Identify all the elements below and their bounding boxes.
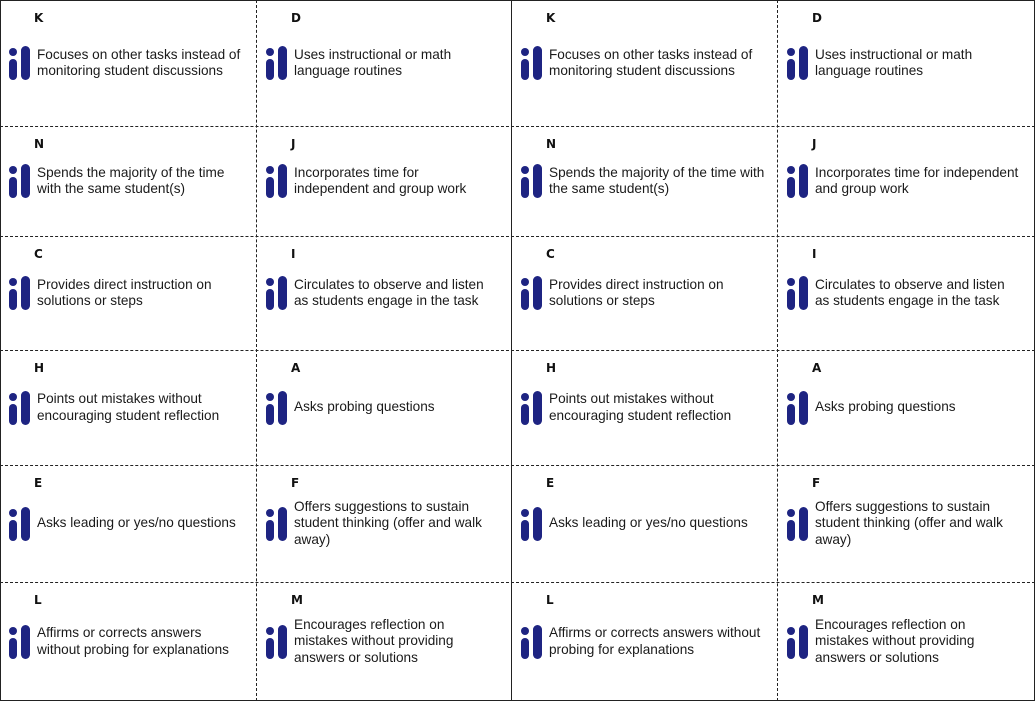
card-body — [786, 0, 1029, 126]
il-logo-icon — [520, 390, 546, 430]
il-logo-icon — [520, 275, 546, 315]
card-letter: C — [546, 247, 555, 261]
il-logo-icon — [265, 390, 291, 430]
il-logo-icon — [520, 624, 546, 664]
il-logo-icon — [265, 506, 291, 546]
card-letter: M — [812, 593, 824, 607]
card-text: Asks leading or yes/no questions — [37, 515, 236, 531]
row-divider — [0, 126, 1035, 127]
card-letter: D — [291, 11, 301, 25]
card — [778, 465, 1035, 582]
card-letter: E — [34, 476, 43, 490]
card — [778, 0, 1035, 126]
il-logo-icon — [520, 506, 546, 546]
card — [778, 236, 1035, 350]
card-body — [265, 582, 506, 701]
card — [512, 582, 778, 701]
il-logo-icon — [786, 45, 812, 85]
card-text: Circulates to observe and listen as students engage in the task — [815, 276, 1005, 308]
il-logo-icon — [520, 163, 546, 203]
card-text: Incorporates time for independent and group work — [294, 164, 467, 196]
card — [257, 350, 512, 465]
row-divider — [0, 350, 1035, 351]
card-body — [786, 350, 1029, 465]
il-logo-icon — [8, 624, 34, 664]
card-text: Affirms or corrects answers without probing for explanations — [549, 625, 761, 657]
card-text: Encourages reflection on mistakes without providing answers or solutions — [815, 616, 975, 665]
row-divider — [0, 0, 1035, 1]
row-divider — [0, 582, 1035, 583]
card-letter: F — [812, 476, 821, 490]
card-body — [8, 126, 251, 236]
il-logo-icon — [8, 390, 34, 430]
card — [0, 0, 257, 126]
card-body — [786, 582, 1029, 701]
il-logo-icon — [8, 45, 34, 85]
card-body — [265, 465, 506, 582]
card — [778, 126, 1035, 236]
card-body — [265, 0, 506, 126]
card — [778, 582, 1035, 701]
card-letter: A — [812, 361, 822, 375]
card-letter: N — [546, 137, 557, 151]
card — [0, 582, 257, 701]
card-body — [786, 126, 1029, 236]
card-letter: I — [812, 247, 817, 261]
il-logo-icon — [265, 163, 291, 203]
card-text: Offers suggestions to sustain student thinking (offer and walk away) — [815, 498, 1003, 547]
card-letter: I — [291, 247, 296, 261]
card — [0, 126, 257, 236]
card-text: Spends the majority of the time with the same student(s) — [549, 164, 765, 196]
il-logo-icon — [786, 624, 812, 664]
card-letter: N — [34, 137, 45, 151]
card-body — [8, 465, 251, 582]
il-logo-icon — [265, 45, 291, 85]
card-letter: M — [291, 593, 303, 607]
card-letter: F — [291, 476, 300, 490]
card-letter: J — [291, 137, 296, 151]
card — [0, 465, 257, 582]
card-body — [8, 350, 251, 465]
card-letter: D — [812, 11, 822, 25]
card — [257, 582, 512, 701]
card — [257, 465, 512, 582]
il-logo-icon — [8, 275, 34, 315]
card-text: Uses instructional or math language routines — [294, 46, 452, 78]
card — [512, 126, 778, 236]
card-body — [520, 126, 772, 236]
card-letter: H — [546, 361, 557, 375]
card-body — [8, 582, 251, 701]
card-text: Encourages reflection on mistakes without providing answers or solutions — [294, 616, 454, 665]
card-letter: J — [812, 137, 817, 151]
card-body — [520, 465, 772, 582]
card-text: Offers suggestions to sustain student thinking (offer and walk away) — [294, 498, 482, 547]
card — [0, 350, 257, 465]
card-text: Points out mistakes without encouraging student reflection — [37, 391, 220, 423]
il-logo-icon — [8, 506, 34, 546]
card-body — [520, 0, 772, 126]
il-logo-icon — [520, 45, 546, 85]
il-logo-icon — [265, 275, 291, 315]
il-logo-icon — [265, 624, 291, 664]
card-text: Asks probing questions — [815, 399, 956, 415]
card-body — [520, 350, 772, 465]
card-text: Circulates to observe and listen as students engage in the task — [294, 276, 484, 308]
card-letter: K — [546, 11, 556, 25]
card-text: Spends the majority of the time with the same student(s) — [37, 164, 225, 196]
card-letter: L — [546, 593, 554, 607]
card — [512, 236, 778, 350]
card-text: Asks leading or yes/no questions — [549, 515, 748, 531]
card-body — [265, 126, 506, 236]
il-logo-icon — [786, 390, 812, 430]
card-text: Asks probing questions — [294, 399, 435, 415]
card-letter: A — [291, 361, 301, 375]
il-logo-icon — [786, 275, 812, 315]
card-letter: C — [34, 247, 43, 261]
card-body — [265, 236, 506, 350]
il-logo-icon — [786, 506, 812, 546]
card-body — [8, 0, 251, 126]
card-body — [520, 582, 772, 701]
il-logo-icon — [8, 163, 34, 203]
card-text: Focuses on other tasks instead of monitoring student discussions — [37, 46, 241, 78]
card — [257, 236, 512, 350]
row-divider — [0, 236, 1035, 237]
card-letter: K — [34, 11, 44, 25]
card-text: Points out mistakes without encouraging student reflection — [549, 391, 732, 423]
card — [512, 0, 778, 126]
card-text: Uses instructional or math language routines — [815, 46, 973, 78]
card-text: Focuses on other tasks instead of monitoring student discussions — [549, 46, 753, 78]
card-body — [786, 465, 1029, 582]
card-letter: E — [546, 476, 555, 490]
card — [0, 236, 257, 350]
card — [512, 465, 778, 582]
card-text: Incorporates time for independent and group work — [815, 164, 1019, 196]
card-body — [265, 350, 506, 465]
card-body — [786, 236, 1029, 350]
row-divider — [0, 465, 1035, 466]
card-text: Provides direct instruction on solutions or steps — [549, 276, 724, 308]
card — [512, 350, 778, 465]
card — [257, 126, 512, 236]
card — [257, 0, 512, 126]
card-body — [8, 236, 251, 350]
il-logo-icon — [786, 163, 812, 203]
card-letter: H — [34, 361, 45, 375]
card-text: Provides direct instruction on solutions or steps — [37, 276, 212, 308]
card-letter: L — [34, 593, 42, 607]
card — [778, 350, 1035, 465]
card-body — [520, 236, 772, 350]
card-text: Affirms or corrects answers without probing for explanations — [37, 625, 229, 657]
